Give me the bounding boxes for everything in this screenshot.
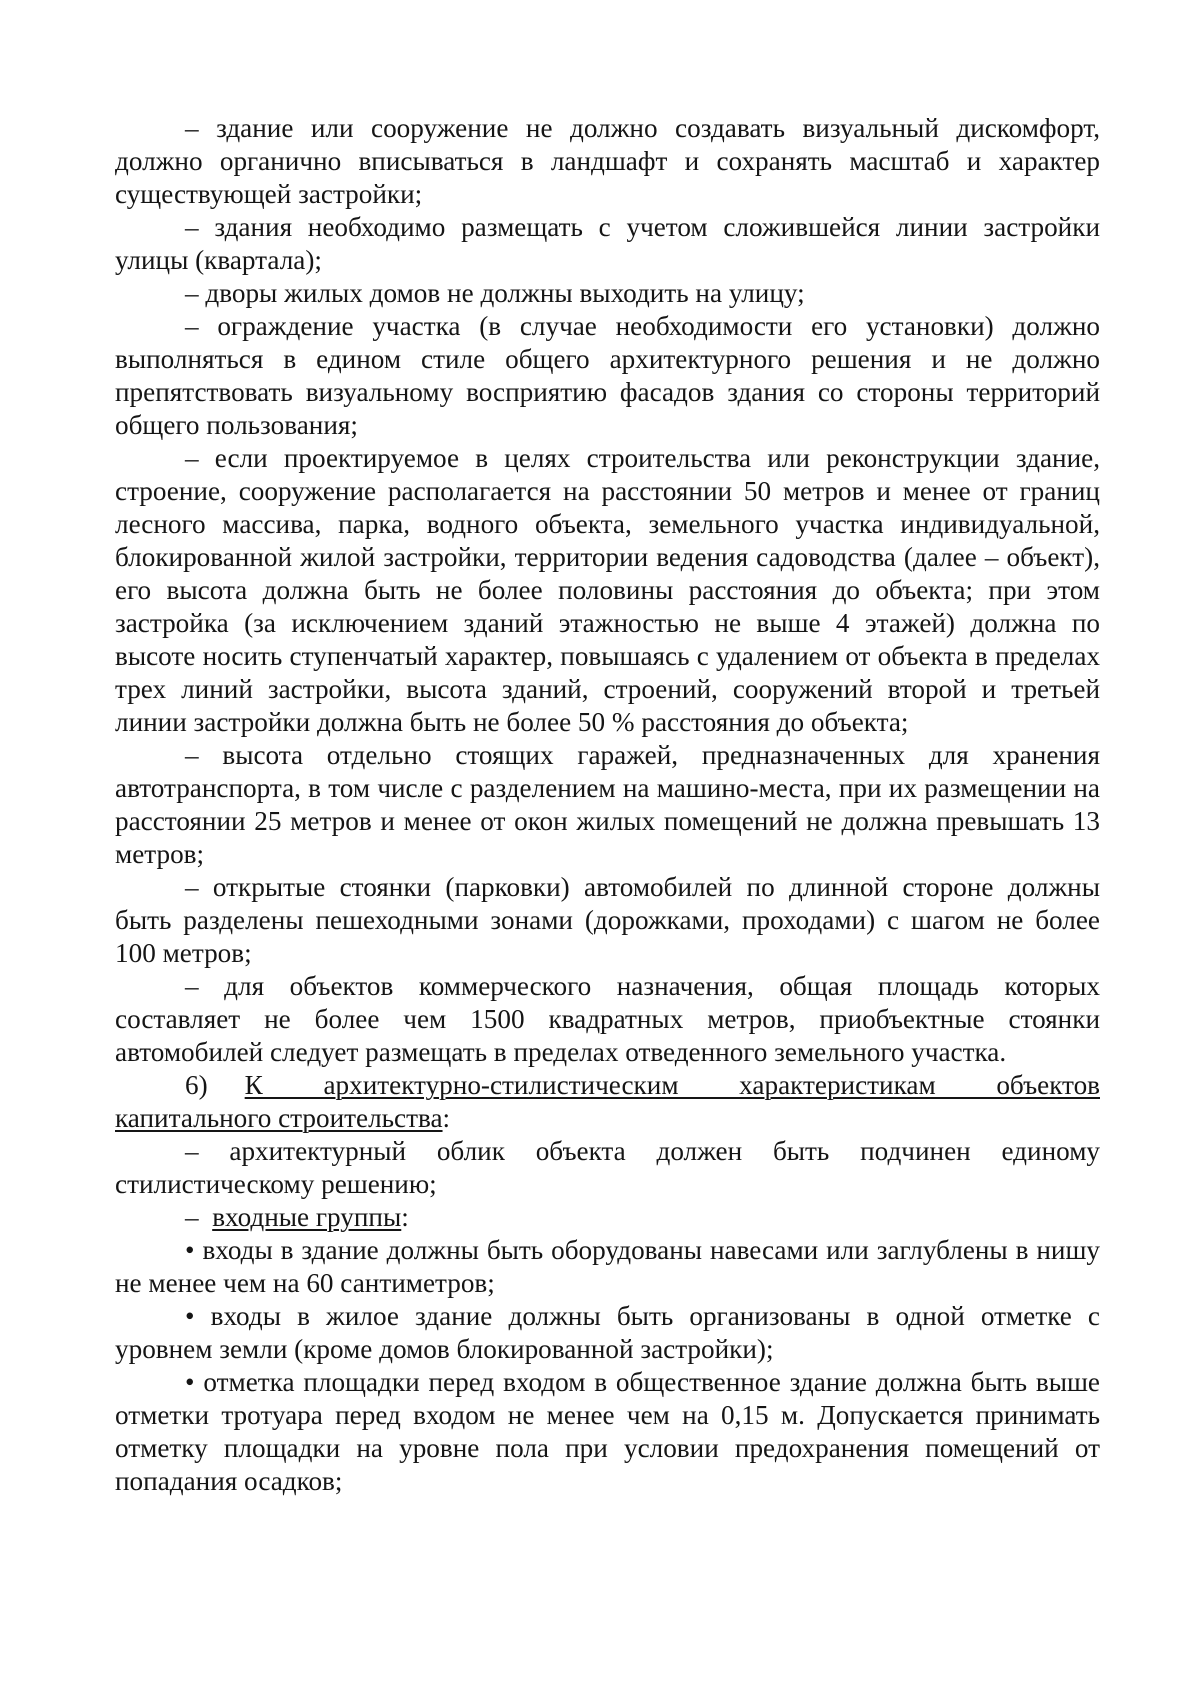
paragraph-height-limit: – если проектируемое в целях строительства или реконструкции здание, строение, сооружение располагается на расстоянии 50 метров и менее от границ лесного массива, парка, водного объекта, земельного участка индивидуальной, блокированной жилой застройки, территории ведения садоводства (далее – объект), его высота должна быть не более половины расстояния до объекта; при этом застройка (за исключением зданий этажностью не выше 4 этажей) должна по высоте носить ступенчатый характер, повышаясь с удалением от объекта в пределах трех линий застройки, высота зданий, строений, сооружений второй и третьей линии застройки должна быть не более 50 % расстояния до объекта;: [115, 443, 1100, 737]
section-title: К архитектурно-стилистическим характеристикам объектов капитального строительства: [115, 1070, 1100, 1133]
section-number: 6): [185, 1070, 208, 1100]
paragraph-parking: – открытые стоянки (парковки) автомобилей по длинной стороне должны быть разделены пешеходными зонами (дорожками, проходами) с шагом не более 100 метров;: [115, 872, 1100, 968]
paragraph-garages: – высота отдельно стоящих гаражей, предназначенных для хранения автотранспорта, в том числе с разделением на машино-места, при их размещении на расстоянии 25 метров и менее от окон жилых помещений не должна превышать 13 метров;: [115, 740, 1100, 869]
paragraph-yards: – дворы жилых домов не должны выходить на улицу;: [185, 278, 805, 308]
entrance-dash: –: [185, 1202, 199, 1232]
bullet-text: входы в жилое здание должны быть организованы в одной отметке с уровнем земли (кроме домов блокированной застройки);: [115, 1301, 1100, 1364]
bullet-item-ground-level: [115, 1300, 1100, 1366]
paragraph-fencing: – ограждение участка (в случае необходимости его установки) должно выполняться в едином стиле общего архитектурного решения и не должно препятствовать визуальному восприятию фасадов здания со стороны территорий общего пользования;: [115, 311, 1100, 440]
paragraph-commercial-parking: – для объектов коммерческого назначения, общая площадь которых составляет не более чем 1500 квадратных метров, приобъектные стоянки автомобилей следует размещать в пределах отведенного земельного участка.: [115, 971, 1100, 1067]
paragraph-style: – архитектурный облик объекта должен быть подчинен единому стилистическому решению;: [115, 1136, 1100, 1199]
bullet-icon: •: [185, 1367, 195, 1397]
paragraph-visual-comfort: – здание или сооружение не должно создавать визуальный дискомфорт, должно органично вписываться в ландшафт и сохранять масштаб и характер существующей застройки;: [115, 113, 1100, 209]
bullet-icon: •: [185, 1301, 195, 1331]
section-colon: :: [442, 1103, 451, 1133]
bullet-item-platform-level: [115, 1366, 1100, 1498]
document-page: [115, 112, 1100, 1498]
entrance-colon: :: [401, 1202, 409, 1232]
bullet-icon: •: [185, 1235, 195, 1265]
bullet-text: входы в здание должны быть оборудованы навесами или заглублены в нишу не менее чем на 60 сантиметров;: [115, 1235, 1100, 1298]
bullet-text: отметка площадки перед входом в общественное здание должна быть выше отметки тротуара перед входом не менее чем на 0,15 м. Допускается принимать отметку площадки на уровне пола при условии предохранения помещений от попадания осадков;: [115, 1367, 1100, 1496]
entrance-groups-heading: [115, 1201, 1100, 1234]
paragraph-building-line: – здания необходимо размещать с учетом сложившейся линии застройки улицы (квартала);: [115, 212, 1100, 275]
entrance-label: входные группы: [212, 1202, 402, 1232]
bullet-item-canopy: [115, 1234, 1100, 1300]
section-6-heading: [115, 1069, 1100, 1135]
